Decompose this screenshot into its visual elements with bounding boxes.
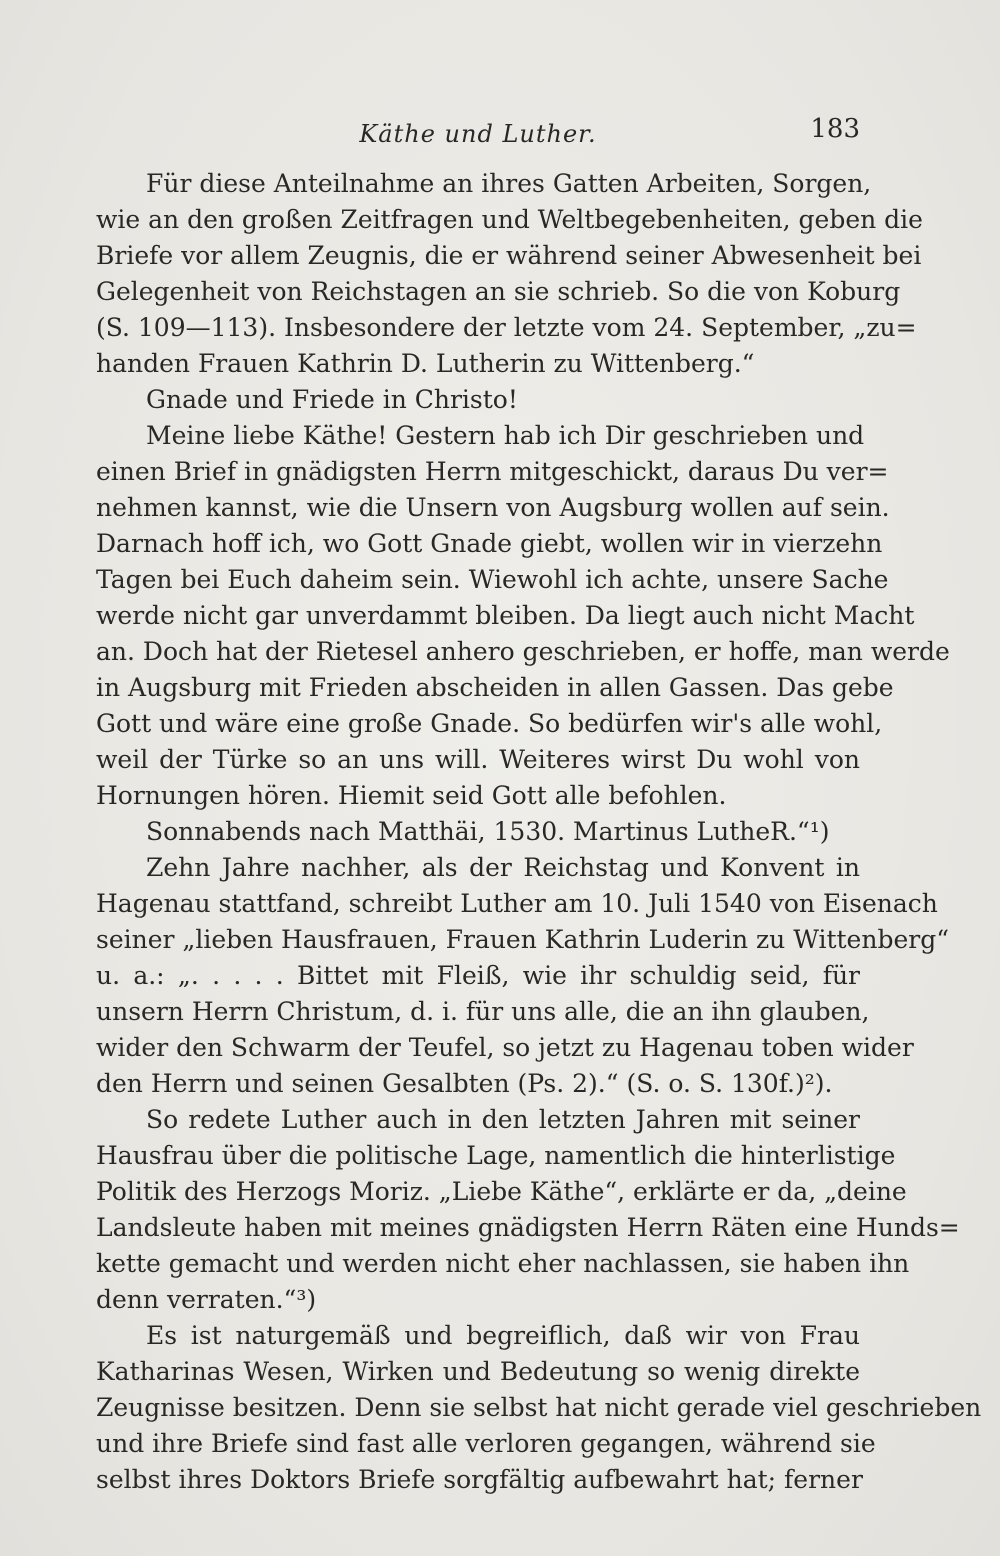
text-line: kette gemacht und werden nicht eher nachlassen, sie haben ihn <box>96 1249 910 1278</box>
text-line: werde nicht gar unverdammt bleiben. Da liegt auch nicht Macht <box>96 601 915 630</box>
text-line: und ihre Briefe sind fast alle verloren gegangen, während sie <box>96 1429 876 1458</box>
text-line: seiner „lieben Hausfrauen, Frauen Kathrin Luderin zu Wittenberg“ <box>96 925 949 954</box>
text-line: Sonnabends nach Matthäi, 1530. Martinus LutheR.“¹) <box>146 817 830 846</box>
text-line: u. a.: „. . . . . Bittet mit Fleiß, wie ihr schuldig seid, für <box>96 961 860 990</box>
text-line: in Augsburg mit Frieden abscheiden in allen Gassen. Das gebe <box>96 673 894 702</box>
text-line: an. Doch hat der Rietesel anhero geschrieben, er hoffe, man werde <box>96 637 950 666</box>
text-line: wie an den großen Zeitfragen und Weltbegebenheiten, geben die <box>96 205 923 234</box>
text-line: wider den Schwarm der Teufel, so jetzt zu Hagenau toben wider <box>96 1033 914 1062</box>
text-line: Hausfrau über die politische Lage, namentlich die hinterlistige <box>96 1141 896 1170</box>
text-line: Briefe vor allem Zeugnis, die er während seiner Abwesenheit bei <box>96 241 922 270</box>
text-line: Gnade und Friede in Christo! <box>146 385 518 414</box>
text-line: Gelegenheit von Reichstagen an sie schrieb. So die von Koburg <box>96 277 901 306</box>
page-number: 183 <box>810 114 860 144</box>
text-line: Politik des Herzogs Moriz. „Liebe Käthe“, erklärte er da, „deine <box>96 1177 907 1206</box>
text-line: einen Brief in gnädigsten Herrn mitgeschickt, daraus Du ver= <box>96 457 889 486</box>
text-line: Meine liebe Käthe! Gestern hab ich Dir geschrieben und <box>146 421 865 450</box>
text-line: handen Frauen Kathrin D. Lutherin zu Wittenberg.“ <box>96 349 755 378</box>
text-line: Landsleute haben mit meines gnädigsten Herrn Räten eine Hunds= <box>96 1213 960 1242</box>
running-head <box>96 112 860 152</box>
text-line: Zehn Jahre nachher, als der Reichstag und Konvent in <box>146 853 860 882</box>
text-line: Zeugnisse besitzen. Denn sie selbst hat nicht gerade viel geschrieben <box>96 1393 982 1422</box>
text-line: selbst ihres Doktors Briefe sorgfältig aufbewahrt hat; ferner <box>96 1465 863 1494</box>
text-line: Gott und wäre eine große Gnade. So bedürfen wir's alle wohl, <box>96 709 883 738</box>
text-line: weil der Türke so an uns will. Weiteres wirst Du wohl von <box>96 745 860 774</box>
text-line: Darnach hoff ich, wo Gott Gnade giebt, wollen wir in vierzehn <box>96 529 883 558</box>
text-line: Hornungen hören. Hiemit seid Gott alle befohlen. <box>96 781 727 810</box>
text-line: den Herrn und seinen Gesalbten (Ps. 2).“ (S. o. S. 130f.)²). <box>96 1069 833 1098</box>
text-line: So redete Luther auch in den letzten Jahren mit seiner <box>146 1105 860 1134</box>
text-line: unsern Herrn Christum, d. i. für uns alle, die an ihn glauben, <box>96 997 870 1026</box>
text-line: Für diese Anteilnahme an ihres Gatten Arbeiten, Sorgen, <box>146 169 872 198</box>
text-line: Es ist naturgemäß und begreiflich, daß wir von Frau <box>146 1321 860 1350</box>
running-title: Käthe und Luther. <box>359 120 597 148</box>
text-line: Tagen bei Euch daheim sein. Wiewohl ich achte, unsere Sache <box>96 565 889 594</box>
text-line: Hagenau stattfand, schreibt Luther am 10. Juli 1540 von Eisenach <box>96 889 938 918</box>
text-line: denn verraten.“³) <box>96 1285 317 1314</box>
body-text <box>96 166 982 1498</box>
text-line: nehmen kannst, wie die Unsern von Augsburg wollen auf sein. <box>96 493 890 522</box>
text-line: Katharinas Wesen, Wirken und Bedeutung so wenig direkte <box>96 1357 860 1386</box>
text-line: (S. 109—113). Insbesondere der letzte vom 24. September, „zu= <box>96 313 917 342</box>
